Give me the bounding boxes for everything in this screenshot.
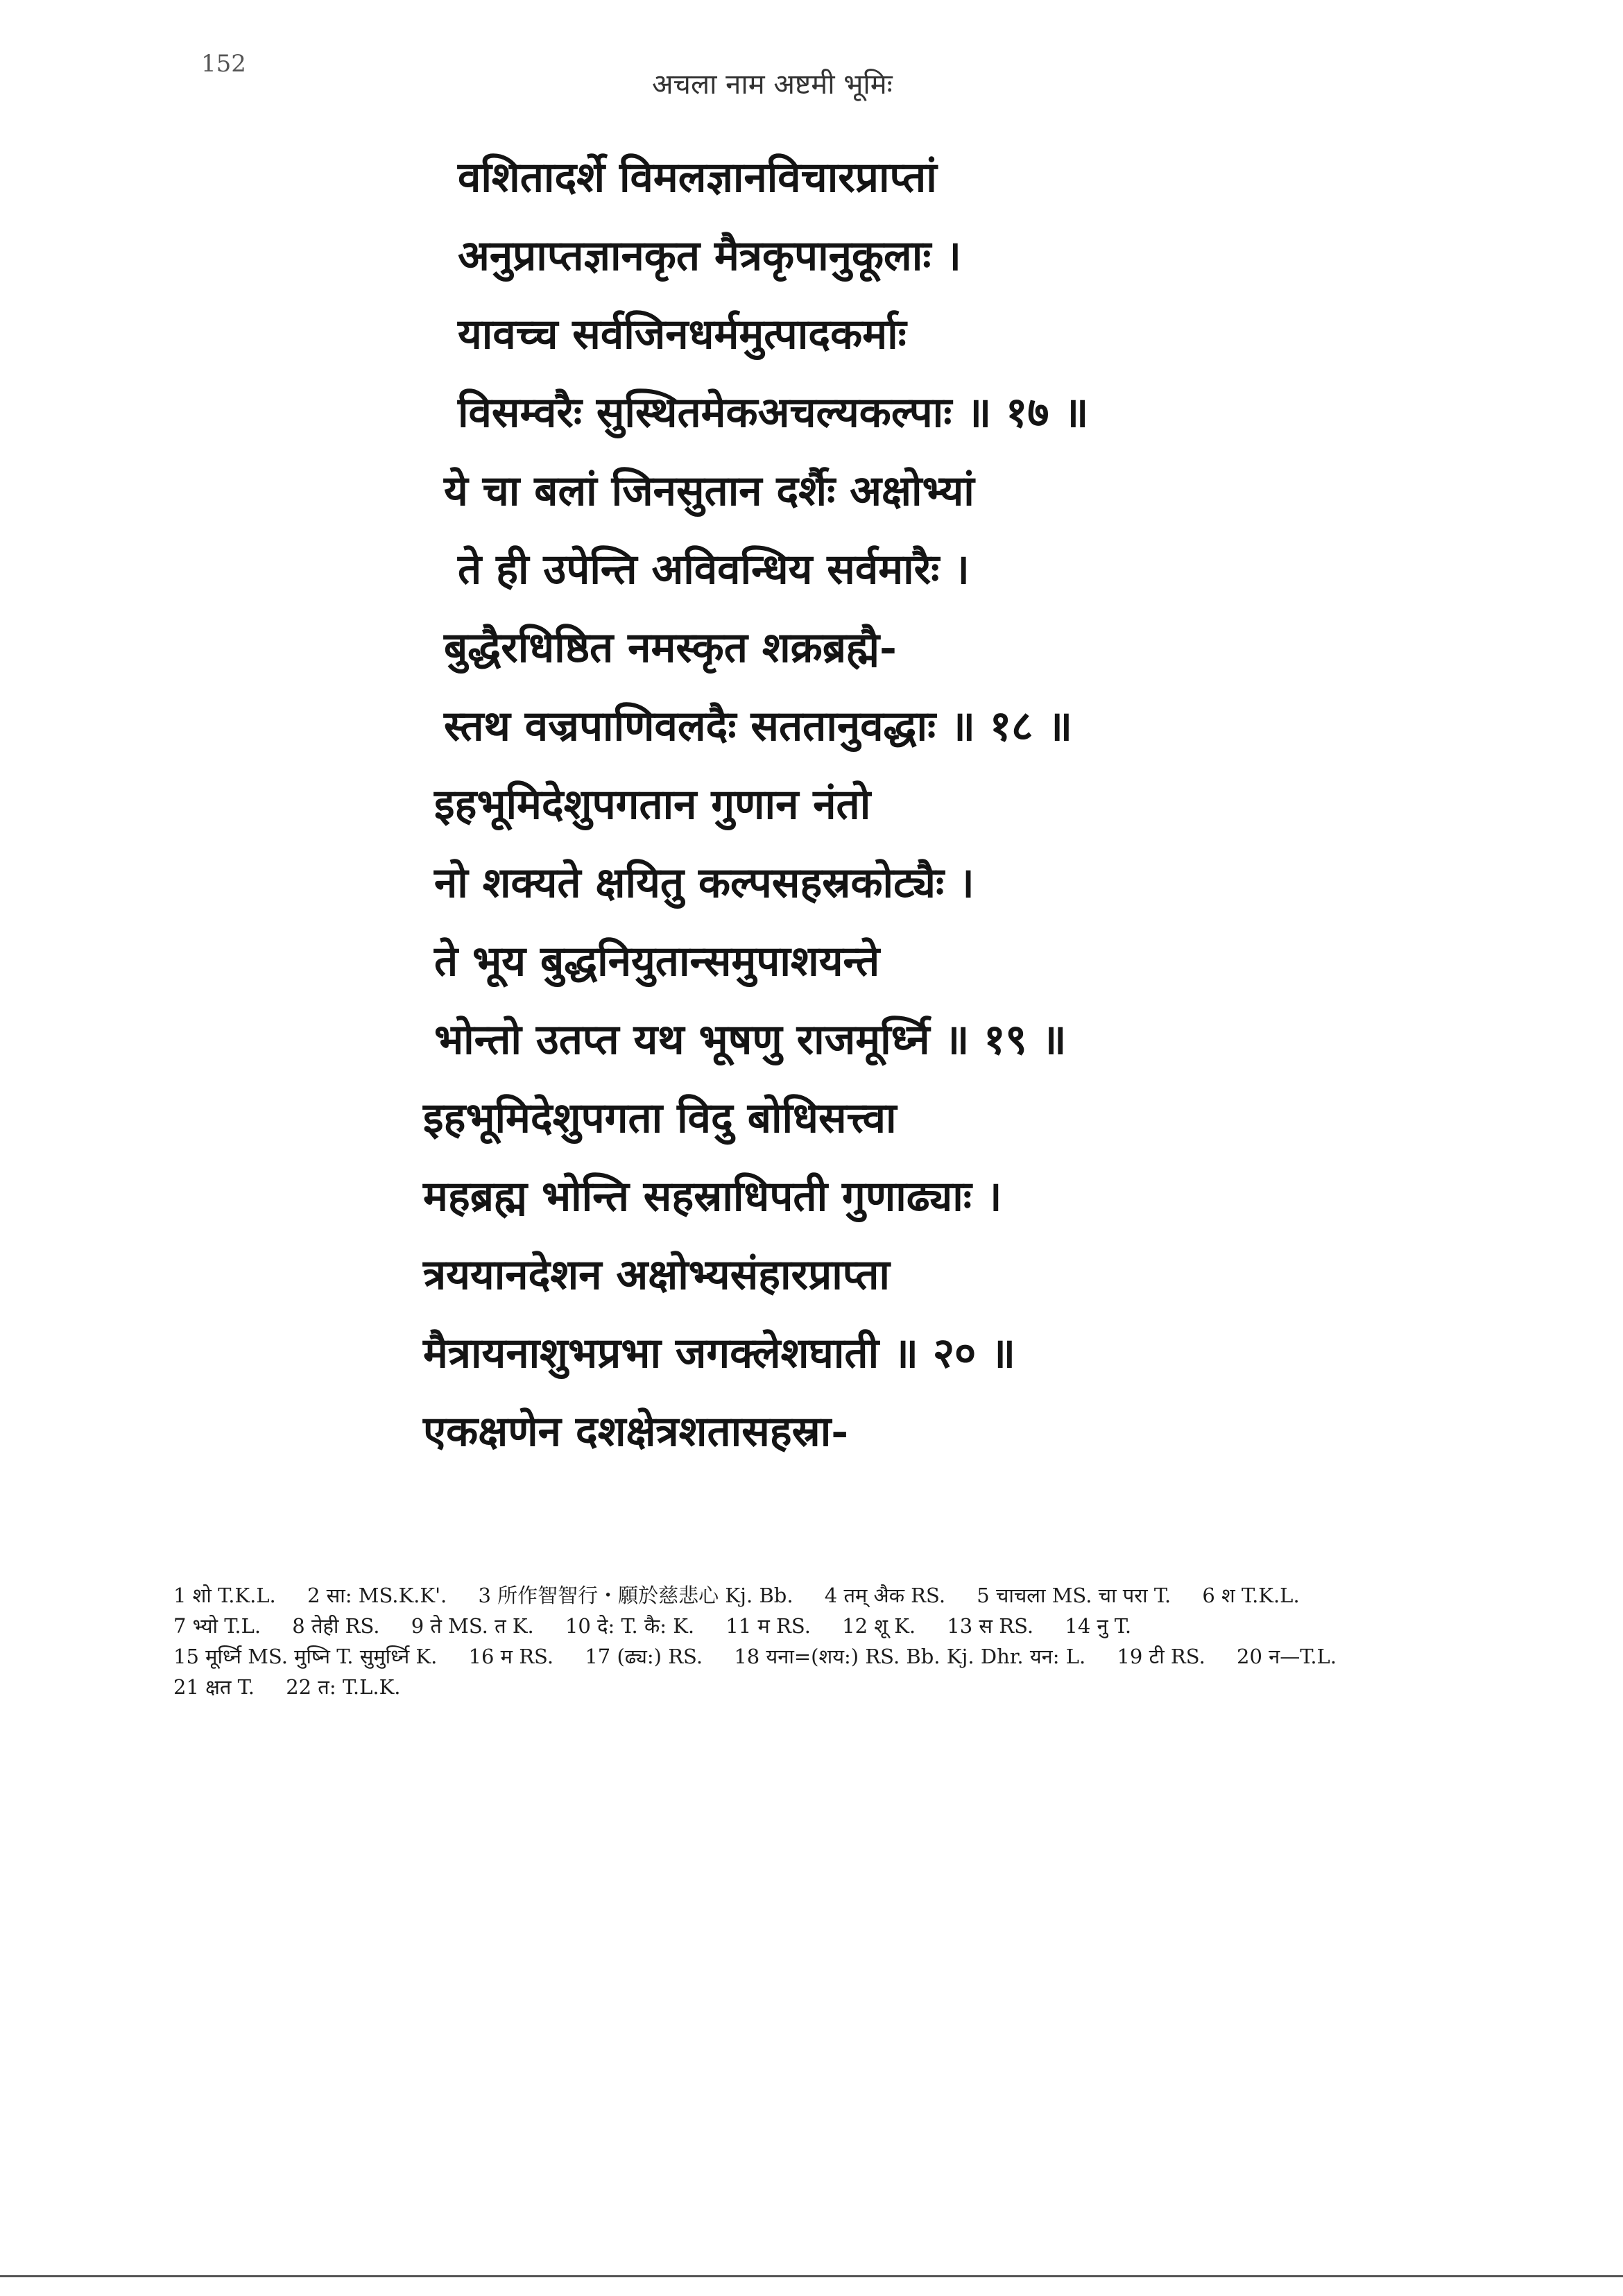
verse-line: नो शक्यते क्षयितु कल्पसहस्रकोट्यैः । [434,859,974,907]
verse-line: त्रययानदेशन अक्षोभ्यसंहारप्राप्ता [423,1251,890,1299]
verse-line: स्तथ वज्रपाणिवलदैः सततानुवद्धाः ॥ १८ ॥ [444,702,1073,751]
running-head: अचला नाम अष्टमी भूमिः [652,69,893,101]
verse-line: इहभूमिदेशुपगता विदु बोधिसत्त्वा [423,1094,897,1142]
verse-line: महब्रह्म भोन्ति सहस्राधिपती गुणाढ्याः । [423,1172,1002,1221]
footnote: 18 यना=(शय:) RS. Bb. Kj. Dhr. यन: L. [734,1645,1086,1668]
verse-line: ते ही उपेन्ति अविवन्धिय सर्वमारैः । [458,545,970,594]
footnote: 1 शो T.K.L. [173,1584,276,1607]
footnote: 3 所作智智行・願於慈悲心 Kj. Bb. [478,1584,793,1607]
footnote: 2 सा: MS.K.K'. [307,1584,447,1607]
verse-line: ये चा बलां जिनसुतान दर्शैः अक्षोभ्यां [444,467,974,515]
footnote: 19 टी RS. [1117,1645,1205,1668]
verse-line: ते भूय बुद्धनियुतान्समुपाशयन्ते [434,937,880,986]
verse-line: यावच्च सर्वजिनधर्ममुत्पादकर्माः [458,310,907,359]
footnote: 8 तेही RS. [292,1614,380,1638]
page-number: 152 [201,50,246,78]
verse-line: मैत्रायनाशुभप्रभा जगक्लेशघाती ॥ २० ॥ [423,1329,1016,1378]
verse-block [423,139,1484,1471]
verse-line: भोन्तो उतप्त यथ भूषणु राजमूर्ध्नि ॥ १९ ॥ [434,1016,1067,1064]
footnote: 9 ते MS. त K. [411,1614,534,1638]
footnote: 16 म RS. [468,1645,554,1668]
footnote: 21 क्षत T. [173,1675,255,1699]
footnote: 20 न—T.L. [1237,1645,1337,1668]
footnote: 5 चाचला MS. चा परा T. [977,1584,1171,1607]
footnote: 4 तम् अैक RS. [824,1584,946,1607]
footnote: 17 (ढ्य:) RS. [585,1645,703,1668]
footnote: 6 श T.K.L. [1202,1584,1300,1607]
verse-line: एकक्षणेन दशक्षेत्रशतासहस्रा- [423,1407,849,1456]
verse-line: वशितादर्शे विमलज्ञानविचारप्राप्तां [458,153,937,202]
footnote: 11 म RS. [725,1614,811,1638]
verse-line: इहभूमिदेशुपगतान गुणान नंतो [434,780,871,829]
footnote: 7 भ्यो T.L. [173,1614,261,1638]
verse-line: अनुप्राप्तज्ञानकृत मैत्रकृपानुकूलाः । [458,232,962,280]
footnote: 14 नु T. [1065,1614,1132,1638]
footnote: 12 शू K. [842,1614,916,1638]
verse-line: विसम्वरैः सुस्थितमेकअचल्यकल्पाः ॥ १७ ॥ [458,388,1089,437]
footnotes [173,1580,1373,1702]
footnote: 15 मूर्ध्नि MS. मुष्नि T. सुमुर्ध्नि K. [173,1645,438,1668]
footnote: 10 दे: T. कै: K. [565,1614,695,1638]
footnote: 22 त: T.L.K. [286,1675,401,1699]
footnote: 13 स RS. [947,1614,1034,1638]
bottom-rule [0,2275,1623,2277]
verse-line: बुद्धैरधिष्ठित नमस्कृत शक्रब्रह्मै- [444,624,897,672]
